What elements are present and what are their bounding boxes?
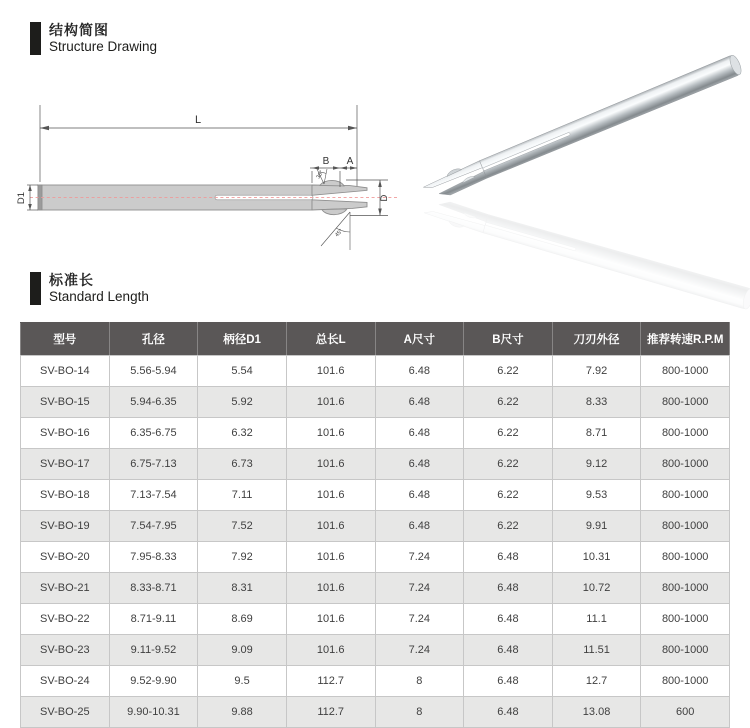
structure-drawing-figure [0,60,750,272]
table-cell: 800-1000 [641,356,730,387]
table-cell: 9.12 [552,449,641,480]
table-cell: SV-BO-17 [21,449,110,480]
table-cell: 9.88 [198,697,287,728]
table-cell: 7.24 [375,635,464,666]
table-row [21,449,730,480]
table-cell: 7.92 [198,542,287,573]
column-header: 孔径 [109,323,198,356]
table-cell: 7.24 [375,573,464,604]
table-cell: 8.33 [552,387,641,418]
table-cell: 6.22 [464,480,553,511]
table-cell: 6.48 [464,573,553,604]
table-cell: 9.09 [198,635,287,666]
table-cell: 7.11 [198,480,287,511]
table-cell: 7.13-7.54 [109,480,198,511]
table-cell: SV-BO-19 [21,511,110,542]
table-cell: SV-BO-21 [21,573,110,604]
table-cell: 600 [641,697,730,728]
section-bullet-icon [30,272,41,305]
angle-45 [321,212,350,250]
tool-line-drawing [16,105,398,250]
table-cell: SV-BO-15 [21,387,110,418]
table-cell: 7.95-8.33 [109,542,198,573]
table-cell: 800-1000 [641,449,730,480]
section-title-zh: 结构简图 [49,22,109,38]
angle-label-30: 30° [315,169,326,181]
table-cell: 6.48 [464,604,553,635]
dim-label-D: D [379,194,390,202]
table-cell: 800-1000 [641,418,730,449]
tool-bottom-blade [322,209,347,215]
dim-label-B: B [322,156,330,167]
table-cell: 8 [375,666,464,697]
tool-top-prong [312,185,367,195]
table-row [21,511,730,542]
table-cell: 8.31 [198,573,287,604]
column-header: 刀刃外径 [552,323,641,356]
table-cell: 9.53 [552,480,641,511]
table-cell: SV-BO-14 [21,356,110,387]
table-cell: SV-BO-20 [21,542,110,573]
column-header: 总长L [286,323,375,356]
table-row [21,573,730,604]
table-cell: 6.22 [464,387,553,418]
column-header: 柄径D1 [198,323,287,356]
dim-label-D1: D1 [16,191,27,205]
table-cell: 101.6 [286,542,375,573]
table-cell: 13.08 [552,697,641,728]
table-cell: 6.48 [375,449,464,480]
table-row [21,666,730,697]
table-cell: 5.56-5.94 [109,356,198,387]
section-title-zh: 标准长 [49,272,94,288]
tool-bottom-prong [312,200,367,210]
table-cell: 6.32 [198,418,287,449]
table-cell: 9.52-9.90 [109,666,198,697]
table-cell: 12.7 [552,666,641,697]
table-cell: 800-1000 [641,387,730,418]
table-cell: 6.48 [464,697,553,728]
table-cell: 6.48 [464,635,553,666]
table-cell: 800-1000 [641,666,730,697]
table-cell: 800-1000 [641,511,730,542]
tool-photo [422,53,750,311]
table-row [21,387,730,418]
table-cell: 800-1000 [641,480,730,511]
dim-label-A: A [346,156,354,167]
table-cell: SV-BO-22 [21,604,110,635]
table-cell: 11.51 [552,635,641,666]
table-cell: 101.6 [286,418,375,449]
table-cell: 6.22 [464,449,553,480]
table-row [21,635,730,666]
table-cell: 6.22 [464,511,553,542]
table-row [21,480,730,511]
table-cell: SV-BO-18 [21,480,110,511]
table-cell: 8.71 [552,418,641,449]
table-cell: 8.69 [198,604,287,635]
table-cell: 800-1000 [641,542,730,573]
table-cell: 101.6 [286,480,375,511]
table-cell: 8.71-9.11 [109,604,198,635]
table-cell: 6.48 [375,387,464,418]
table-cell: 6.48 [464,666,553,697]
spec-table [20,322,730,728]
table-cell: 6.73 [198,449,287,480]
table-cell: SV-BO-25 [21,697,110,728]
tool-slot [215,195,313,200]
table-cell: 7.24 [375,542,464,573]
table-cell: 101.6 [286,604,375,635]
table-cell: 800-1000 [641,635,730,666]
table-row [21,542,730,573]
column-header: 型号 [21,323,110,356]
column-header: B尺寸 [464,323,553,356]
table-row [21,418,730,449]
table-cell: 10.31 [552,542,641,573]
table-cell: 6.48 [375,356,464,387]
table-cell: 7.24 [375,604,464,635]
section-title-en: Structure Drawing [49,39,158,54]
section-header-standard-length [30,272,149,305]
table-cell: 112.7 [286,697,375,728]
section-title-en: Standard Length [49,289,149,304]
table-cell: 101.6 [286,635,375,666]
table-cell: 7.54-7.95 [109,511,198,542]
table-cell: 6.48 [464,542,553,573]
table-cell: 11.1 [552,604,641,635]
column-header: A尺寸 [375,323,464,356]
table-cell: 7.52 [198,511,287,542]
table-cell: 101.6 [286,387,375,418]
table-cell: 8.33-8.71 [109,573,198,604]
table-cell: 7.92 [552,356,641,387]
table-cell: SV-BO-16 [21,418,110,449]
table-cell: 9.90-10.31 [109,697,198,728]
table-row [21,697,730,728]
angle-label-45: 45° [334,228,345,239]
section-bullet-icon [30,22,41,55]
table-cell: 6.22 [464,356,553,387]
table-cell: SV-BO-24 [21,666,110,697]
table-cell: 6.75-7.13 [109,449,198,480]
table-cell: 9.91 [552,511,641,542]
table-cell: 101.6 [286,511,375,542]
table-cell: 10.72 [552,573,641,604]
table-row [21,604,730,635]
table-row [21,356,730,387]
table-cell: 101.6 [286,449,375,480]
table-header-row [21,323,730,356]
table-cell: 5.54 [198,356,287,387]
table-cell: 101.6 [286,356,375,387]
table-cell: 800-1000 [641,604,730,635]
table-cell: 6.48 [375,511,464,542]
table-cell: 5.94-6.35 [109,387,198,418]
table-cell: 5.92 [198,387,287,418]
table-cell: 8 [375,697,464,728]
column-header: 推荐转速R.P.M [641,323,730,356]
table-cell: 9.11-9.52 [109,635,198,666]
table-cell: 6.35-6.75 [109,418,198,449]
table-cell: 101.6 [286,573,375,604]
dim-label-L: L [194,114,202,126]
table-cell: 6.22 [464,418,553,449]
table-cell: 6.48 [375,418,464,449]
table-cell: 800-1000 [641,573,730,604]
section-header-structure-drawing [30,22,157,55]
table-cell: 6.48 [375,480,464,511]
table-cell: 112.7 [286,666,375,697]
table-cell: SV-BO-23 [21,635,110,666]
tool-photo-reflection [423,196,750,311]
table-cell: 9.5 [198,666,287,697]
